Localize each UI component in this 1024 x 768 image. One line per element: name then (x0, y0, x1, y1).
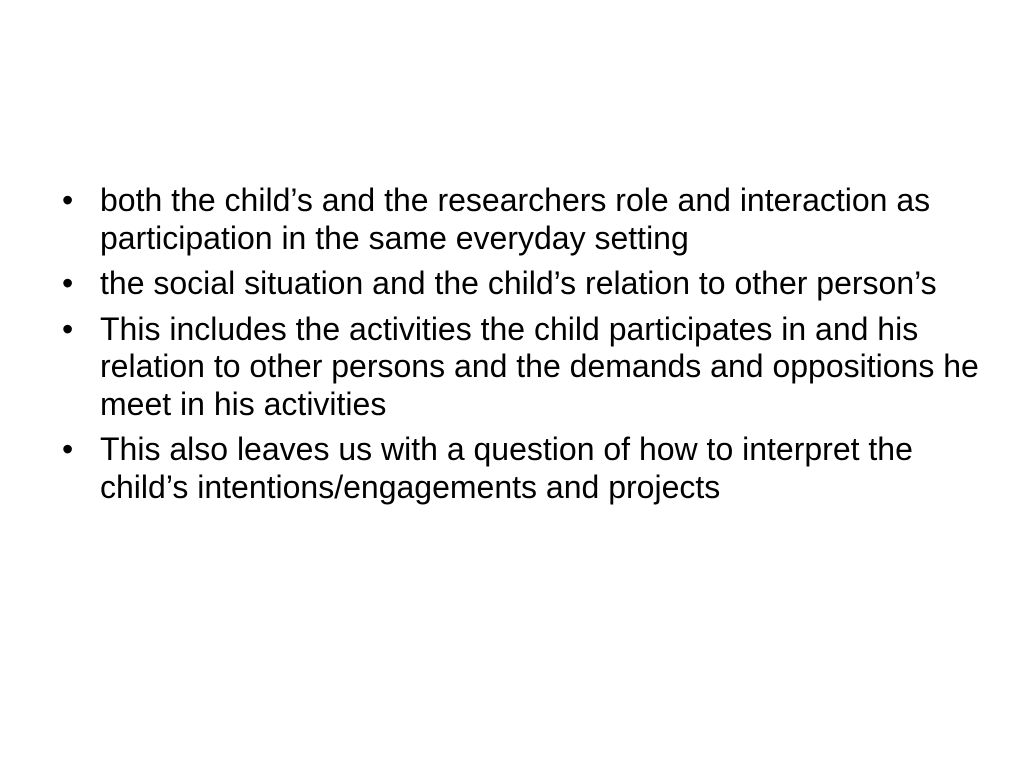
bullet-dot-icon: • (62, 182, 74, 218)
bullet-text: both the child’s and the researchers role and interaction as participation in the same everyday setting (100, 182, 931, 256)
bullet-dot-icon: • (62, 310, 74, 347)
bullet-item (62, 265, 982, 303)
bullet-item (62, 311, 982, 424)
bullet-item (62, 182, 982, 257)
bullet-dot-icon: • (62, 265, 74, 301)
bullet-text: This also leaves us with a question of how to interpret the child’s intentions/engagements and projects (100, 431, 913, 505)
bullet-item (62, 431, 982, 506)
bullet-text: the social situation and the child’s relation to other person’s (100, 265, 937, 301)
bullet-list (62, 182, 982, 514)
bullet-text: This includes the activities the child participates in and his relation to other persons and the demands and oppositions he meet in his activities (100, 310, 979, 422)
bullet-dot-icon: • (62, 431, 74, 467)
